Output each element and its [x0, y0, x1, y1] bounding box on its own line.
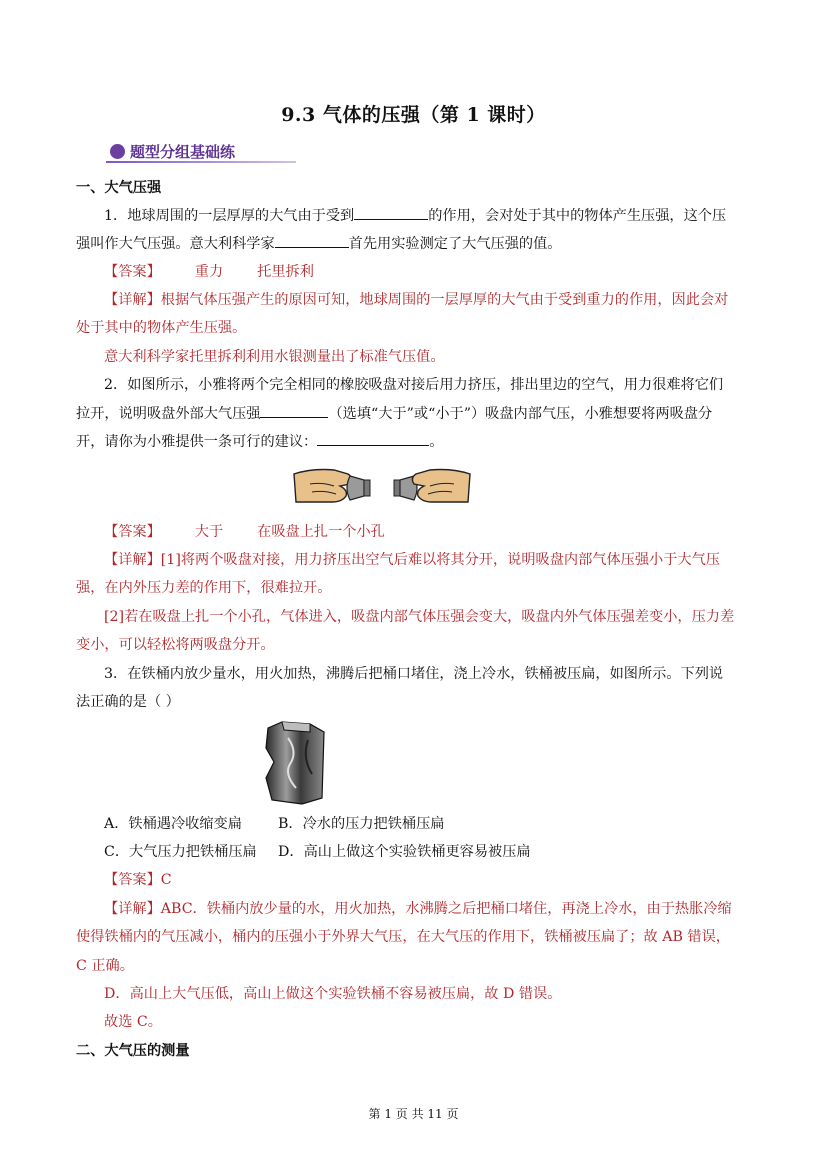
section-banner [106, 141, 296, 163]
crushed-bucket-figure [262, 718, 330, 806]
answer-label: 【答案】 [104, 524, 161, 540]
q1-text: 首先用实验测定了大气压强的值。 [348, 236, 562, 252]
q3-detail-line1 [104, 899, 754, 919]
q1-answer-2: 托里拆利 [257, 264, 314, 280]
q1-blank-1 [354, 205, 428, 220]
q3-detail-line4: D．高山上大气压低，高山上做这个实验铁桶不容易被压扁，故 D 错误。 [104, 986, 562, 1002]
answer-label: 【答案】 [104, 872, 161, 888]
q2-detail-line2: 强，在内外压力差的作用下，很难拉开。 [76, 580, 332, 596]
q1-answer [104, 262, 754, 282]
q2-answer-2: 在吸盘上扎一个小孔 [257, 524, 385, 540]
q2-text: 。 [429, 434, 444, 450]
q3-option-d[interactable]: D．高山上做这个实验铁桶更容易被压扁 [278, 844, 531, 860]
banner-underline [106, 161, 296, 163]
q1-text: 的作用，会对处于其中的物体产生压强，这个压 [428, 208, 727, 224]
section-heading-2: 二、大气压的测量 [76, 1043, 190, 1059]
q2-text-line1: 2．如图所示，小雅将两个完全相同的橡胶吸盘对接后用力挤压，排出里边的空气，用力很难将它们 [104, 377, 724, 393]
q1-text-line2 [76, 233, 756, 254]
q3-detail-line3: C 正确。 [76, 958, 134, 974]
q1-detail-line2: 处于其中的物体产生压强。 [76, 320, 247, 336]
right-hand-icon [412, 470, 470, 503]
page-title: 9.3 气体的压强（第 1 课时） [281, 104, 546, 126]
q1-detail-text: 根据气体压强产生的原因可知，地球周围的一层厚厚的大气由于受到重力的作用，因此会对 [160, 292, 729, 308]
q3-option-b[interactable]: B．冷水的压力把铁桶压扁 [278, 816, 445, 832]
crushed-bucket-icon [266, 722, 324, 804]
q1-detail-line1 [104, 290, 754, 310]
q2-text: （选填“大于”或“小于”）吸盘内部气压，小雅想要将两吸盘分 [328, 406, 713, 422]
q3-answer [104, 870, 754, 890]
q1-text-line1 [104, 205, 754, 226]
q2-text-line2 [76, 403, 756, 424]
q3-detail-line5: 故选 C。 [104, 1014, 162, 1030]
suction-cups-figure [292, 462, 472, 510]
banner-label: 题型分组基础练 [130, 143, 236, 161]
answer-label: 【答案】 [104, 264, 161, 280]
q1-text: 1．地球周围的一层厚厚的大气由于受到 [104, 208, 355, 224]
bullet-icon [110, 144, 125, 159]
q2-detail-line3: [2]若在吸盘上扎一个小孔，气体进入，吸盘内部气体压强会变大，吸盘内外气体压强差变小，压力差 [104, 609, 735, 625]
q3-option-c[interactable]: C．大气压力把铁桶压扁 [104, 844, 257, 860]
q3-detail-text: ABC．铁桶内放少量的水，用火加热，水沸腾之后把桶口堵住，再浇上冷水，由于热胀冷缩 [160, 901, 732, 917]
q2-blank-1 [260, 403, 328, 418]
left-hand-icon [294, 470, 352, 503]
q2-detail-line1 [104, 550, 754, 570]
q3-option-a[interactable]: A．铁桶遇冷收缩变扁 [104, 816, 242, 832]
q2-answer [104, 522, 754, 542]
q2-text: 拉开，说明吸盘外部大气压强 [76, 406, 261, 422]
q1-detail-line3: 意大利科学家托里拆利利用水银测量出了标准气压值。 [104, 349, 445, 365]
q1-blank-2 [275, 233, 349, 248]
q2-detail-text: [1]将两个吸盘对接，用力挤压出空气后难以将其分开，说明吸盘内部气体压强小于大气压 [160, 552, 720, 568]
q3-text-line1: 3．在铁桶内放少量水，用火加热，沸腾后把桶口堵住，浇上冷水，铁桶被压扁，如图所示。下列说 [104, 666, 724, 682]
q2-detail-line4: 变小，可以轻松将两吸盘分开。 [76, 637, 275, 653]
q2-blank-2 [317, 431, 429, 446]
section-heading-1: 一、大气压强 [76, 180, 162, 196]
q2-text-line3 [76, 431, 756, 452]
q1-answer-1: 重力 [194, 264, 224, 280]
q2-text: 开，请你为小雅提供一条可行的建议： [76, 434, 318, 450]
detail-label: 【详解】 [104, 552, 161, 568]
q3-answer-value: C [160, 872, 172, 888]
q1-text: 强叫作大气压强。意大利科学家 [76, 236, 275, 252]
q2-answer-1: 大于 [194, 524, 224, 540]
detail-label: 【详解】 [104, 901, 161, 917]
q3-detail-line2: 使得铁桶内的气压减小，桶内的压强小于外界大气压，在大气压的作用下，铁桶被压扁了；故 AB 错误， [76, 929, 730, 945]
left-suction-cup-icon [347, 476, 370, 500]
detail-label: 【详解】 [104, 292, 161, 308]
q3-text-line2: 法正确的是（ ） [76, 694, 180, 710]
page-footer: 第 1 页 共 11 页 [368, 1107, 459, 1121]
